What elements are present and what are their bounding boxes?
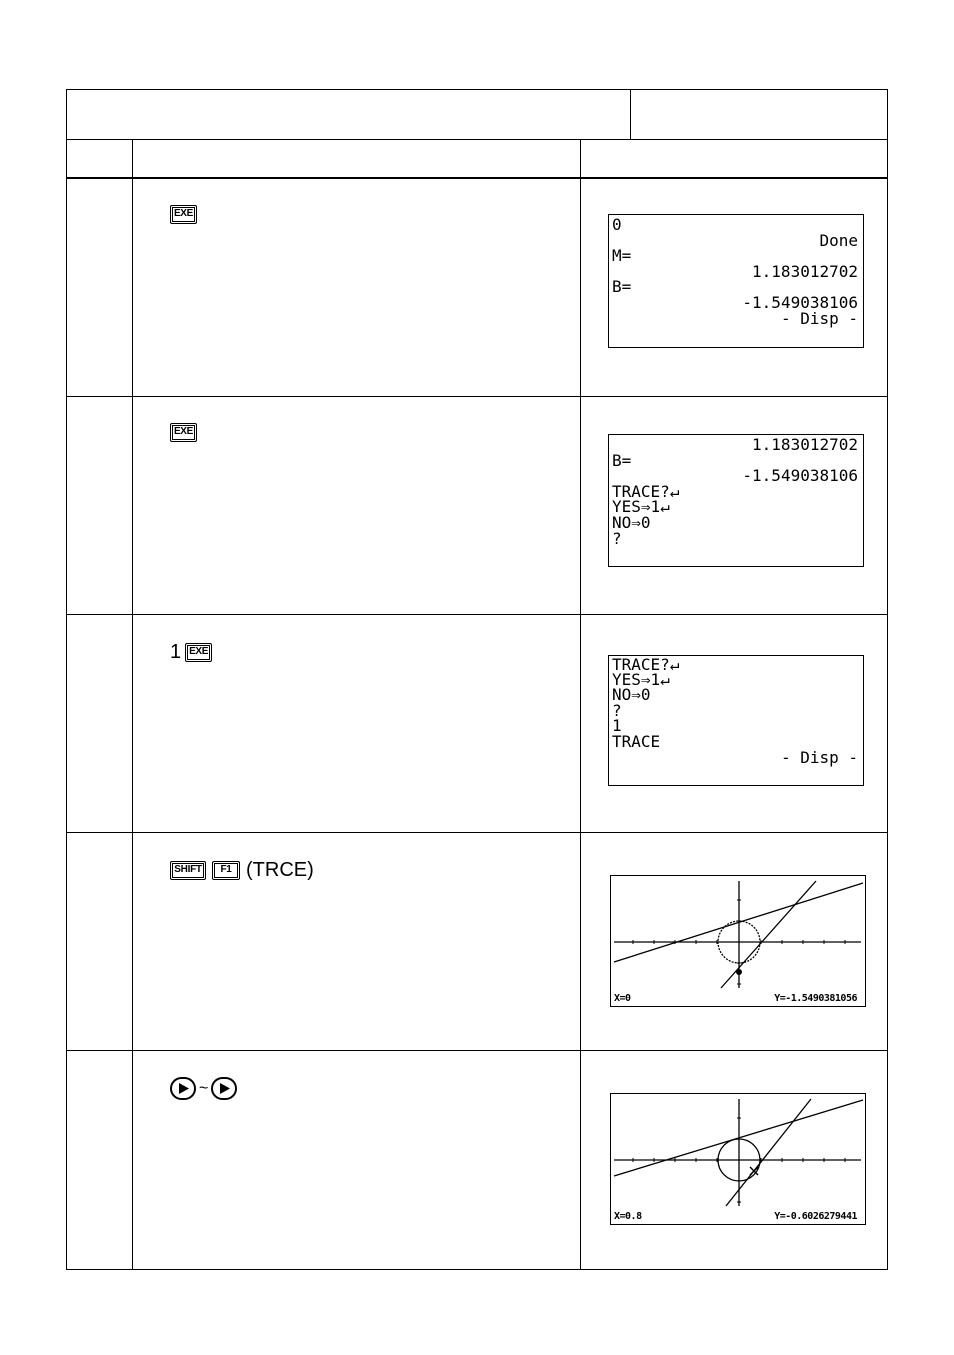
display-line: ?: [612, 529, 622, 548]
header-divider: [66, 139, 888, 140]
x-coordinate-readout: X=0: [614, 993, 631, 1004]
display-line: 1: [612, 716, 622, 735]
display-line: NO⇒0: [612, 685, 651, 704]
key-operation-row-4: [170, 859, 314, 882]
graph-display-row-5: [610, 1093, 866, 1225]
f1-key: F1: [212, 861, 240, 880]
display-line: -1.549038106: [742, 466, 858, 485]
row-divider-2: [66, 614, 888, 615]
calculator-display-row-1: [608, 214, 864, 348]
calculator-display-row-3: [608, 655, 864, 786]
graph-display-row-4: [610, 875, 866, 1007]
display-line: TRACE: [612, 732, 661, 751]
graph-plot: [611, 876, 864, 1005]
row-divider-3: [66, 832, 888, 833]
exe-key: EXE: [170, 205, 197, 224]
display-line: -1.549038106: [742, 293, 858, 312]
key-operation-row-5: [170, 1077, 237, 1100]
display-line: YES⇒1↵: [612, 670, 670, 689]
right-arrow-icon: [213, 1079, 235, 1098]
right-arrow-key: [170, 1077, 196, 1100]
right-arrow-key: [211, 1077, 237, 1100]
key-operation-row-2: [170, 423, 197, 442]
line-graph-2: [721, 881, 816, 988]
display-line: - Disp -: [780, 748, 858, 767]
key-operation-row-1: [170, 205, 197, 224]
display-line: 0: [612, 215, 622, 234]
calculator-display-row-2: [608, 434, 864, 567]
display-line: TRACE?↵: [612, 655, 680, 674]
row-divider-4: [66, 1050, 888, 1051]
row-divider-1: [66, 396, 888, 397]
display-line: B=: [612, 277, 632, 296]
display-line: M=: [612, 246, 632, 265]
exe-key: EXE: [185, 643, 212, 662]
column-header-divider: [66, 177, 888, 179]
display-line: TRACE?↵: [612, 482, 680, 501]
display-line: ?: [612, 701, 622, 720]
display-line: YES⇒1↵: [612, 497, 670, 516]
display-line: NO⇒0: [612, 513, 651, 532]
y-coordinate-readout: Y=-1.5490381056: [774, 993, 857, 1004]
display-line: Done: [819, 231, 858, 250]
x-coordinate-readout: X=0.8: [614, 1211, 642, 1222]
display-line: - Disp -: [780, 309, 858, 328]
trace-function-label: (TRCE): [246, 859, 314, 881]
graph-plot: [611, 1094, 864, 1223]
display-column-divider: [580, 139, 581, 1270]
display-line: 1.183012702: [752, 435, 858, 454]
step-column-divider: [132, 139, 133, 1270]
display-line: 1.183012702: [752, 262, 858, 281]
trace-cursor: [736, 969, 742, 975]
exe-key: EXE: [170, 423, 197, 442]
title-right-divider: [630, 89, 631, 140]
number-one-key: 1: [170, 641, 182, 663]
display-line: B=: [612, 451, 632, 470]
range-separator: ~: [199, 1079, 209, 1097]
shift-key: SHIFT: [170, 861, 206, 880]
key-operation-row-3: [170, 641, 212, 664]
right-arrow-icon: [172, 1079, 194, 1098]
y-coordinate-readout: Y=-0.6026279441: [774, 1211, 857, 1222]
